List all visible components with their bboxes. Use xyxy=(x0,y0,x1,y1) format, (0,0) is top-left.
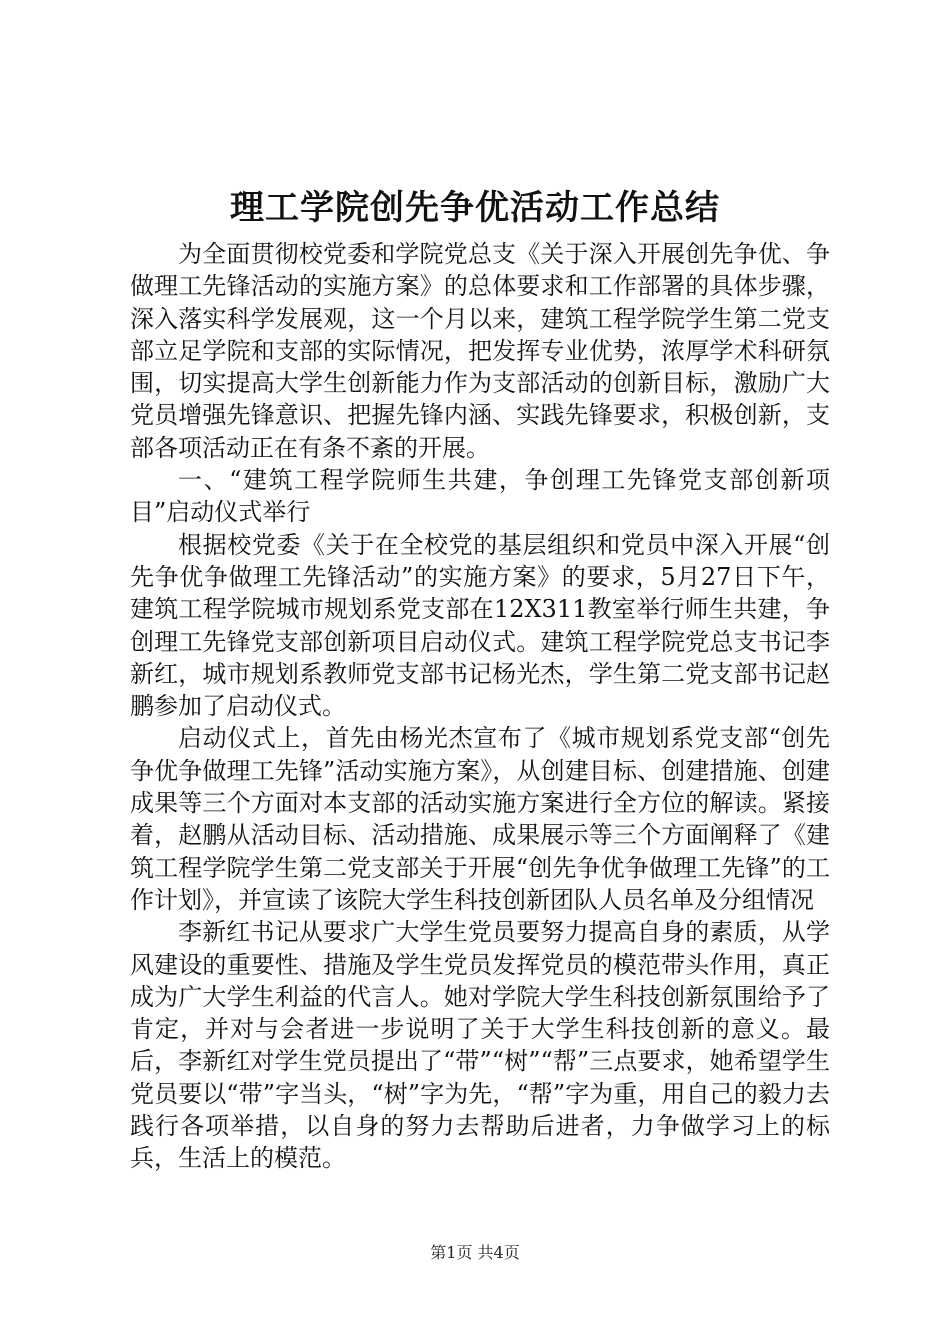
page-footer: 第1页 共4页 xyxy=(430,1243,520,1262)
paragraph-intro: 为全面贯彻校党委和学院党总支《关于深入开展创先争优、争做理工先锋活动的实施方案》的总体要求和工作部署的具体步骤，深入落实科学发展观，这一个月以来，建筑工程学院学生第二党支部立足学院和支部的实际情况，把发挥专业优势，浓厚学术科研氛围，切实提高大学生创新能力作为支部活动的创新目标，激励广大党员增强先锋意识、把握先锋内涵、实践先锋要求，积极创新，支部各项活动正在有条不紊的开展。 xyxy=(130,240,830,462)
document-title: 理工学院创先争优活动工作总结 xyxy=(230,188,720,228)
paragraph-speech: 李新红书记从要求广大学生党员要努力提高自身的素质，从学风建设的重要性、措施及学生党员发挥党员的模范带头作用，真正成为广大学生利益的代言人。她对学院大学生科技创新氛围给予了肯定，并对与会者进一步说明了关于大学生科技创新的意义。最后，李新红对学生党员提出了“带”“树”“帮”三点要求，她希望学生党员要以“带”字当头，“树”字为先，“帮”字为重，用自己的毅力去践行各项举措，以自身的努力去帮助后进者，力争做学习上的标兵，生活上的模范。 xyxy=(130,918,830,1173)
section-heading: 一、“建筑工程学院师生共建，争创理工先锋党支部创新项目”启动仪式举行 xyxy=(130,466,830,527)
paragraph-ceremony: 启动仪式上，首先由杨光杰宣布了《城市规划系党支部“创先争优争做理工先锋”活动实施方案》，从创建目标、创建措施、创建成果等三个方面对本支部的活动实施方案进行全方位的解读。紧接着，赵鹏从活动目标、活动措施、成果展示等三个方面阐释了《建筑工程学院学生第二党支部关于开展“创先争优争做理工先锋”的工作计划》，并宣读了该院大学生科技创新团队人员名单及分组情况 xyxy=(130,724,830,914)
document-body xyxy=(130,238,830,1175)
paragraph-background: 根据校党委《关于在全校党的基层组织和党员中深入开展“创先争优争做理工先锋活动”的实施方案》的要求，5月27日下午，建筑工程学院城市规划系党支部在12X311教室举行师生共建，争创理工先锋党支部创新项目启动仪式。建筑工程学院党总支书记李新红，城市规划系教师党支部书记杨光杰，学生第二党支部书记赵鹏参加了启动仪式。 xyxy=(130,530,830,721)
